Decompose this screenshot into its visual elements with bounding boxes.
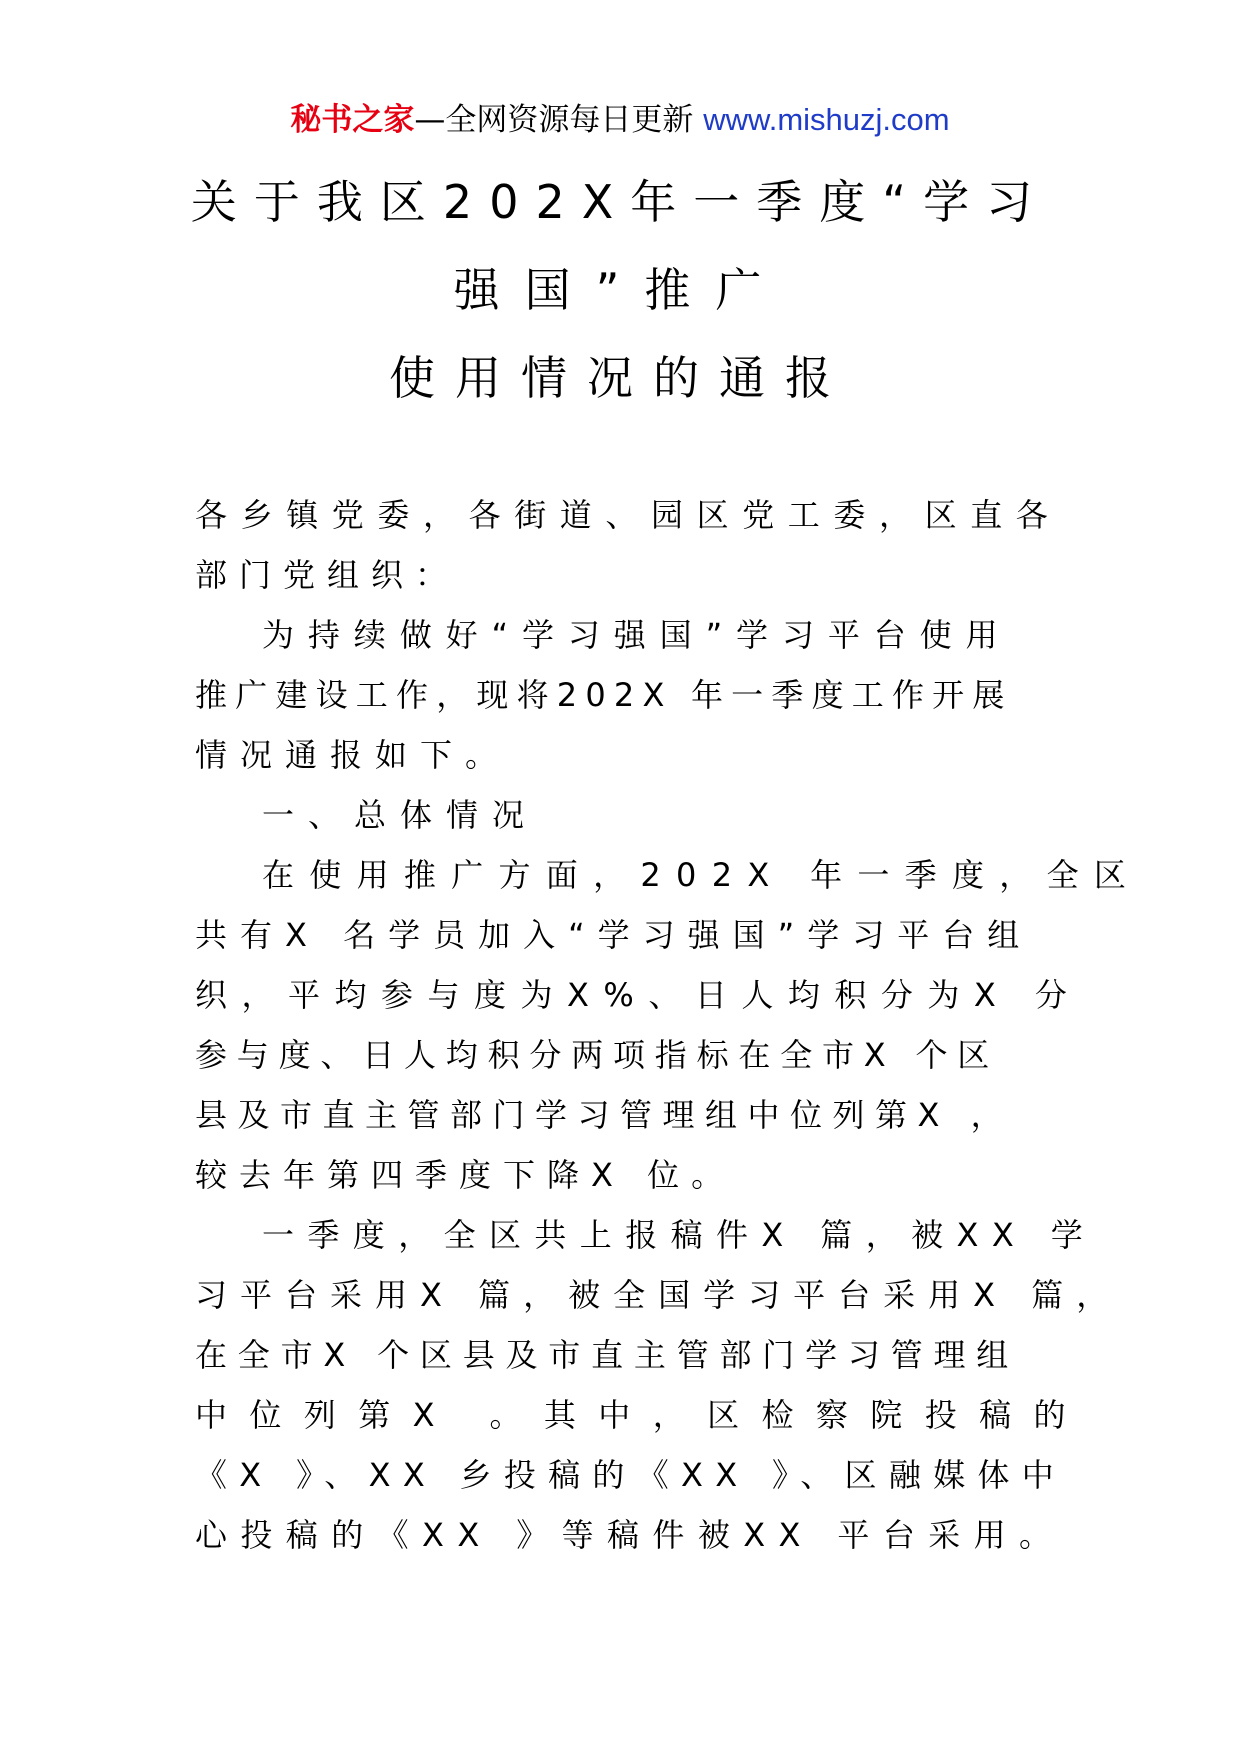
paragraph-line: 心投稿的《XX 》等稿件被XX 平台采用。	[195, 1516, 1065, 1554]
section-heading: 一、总体情况	[262, 796, 539, 834]
paragraph-line: 县及市直主管部门学习管理组中位列第X ，	[195, 1096, 1014, 1134]
site-url-link[interactable]: www.mishuzj.com	[703, 102, 950, 137]
salutation-line-1: 各乡镇党委，各街道、园区党工委，区直各	[195, 496, 1062, 534]
paragraph-line: 《X 》、XX 乡投稿的《XX 》、区融媒体中	[195, 1456, 1067, 1494]
paragraph-line: 一季度，全区共上报稿件X 篇，被XX 学	[262, 1216, 1097, 1254]
site-header	[0, 100, 1240, 140]
document-title-line-3: 使用情况的通报	[389, 351, 851, 405]
paragraph-line: 织，平均参与度为X%、日人均积分为X 分	[195, 976, 1082, 1014]
paragraph-line: 情况通报如下。	[195, 736, 511, 774]
paragraph-line: 为持续做好“学习强国”学习平台使用	[262, 616, 1012, 654]
paragraph-line: 在全市X 个区县及市直主管部门学习管理组	[195, 1336, 1020, 1374]
salutation-line-2: 部门党组织：	[195, 556, 460, 594]
paragraph-line: 推广建设工作，现将202X 年一季度工作开展	[195, 676, 1013, 714]
brand-name: 秘书之家	[290, 102, 415, 138]
paragraph-line: 参与度、日人均积分两项指标在全市X 个区	[195, 1036, 1000, 1074]
document-title-line-1: 关于我区202X年一季度“学习	[190, 175, 1050, 229]
paragraph-line: 中位列第X 。其中，区检察院投稿的	[195, 1396, 1088, 1434]
header-slogan: —全网资源每日更新	[414, 102, 694, 138]
paragraph-line: 共有X 名学员加入“学习强国”学习平台组	[195, 916, 1033, 954]
paragraph-line: 在使用推广方面，202X 年一季度，全区	[262, 856, 1142, 894]
paragraph-line: 习平台采用X 篇，被全国学习平台采用X 篇，	[195, 1276, 1122, 1314]
document-title-line-2: 强国”推广	[453, 263, 787, 317]
paragraph-line: 较去年第四季度下降X 位。	[195, 1156, 736, 1194]
